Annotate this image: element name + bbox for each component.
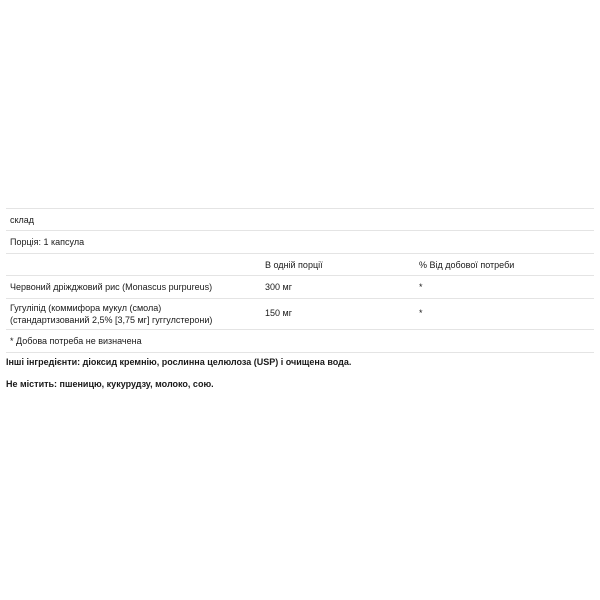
ingredient-name: Червоний дріжджовий рис (Monascus purpureus) (10, 282, 213, 292)
ingredient-name-line2: (стандартизований 2,5% [3,75 мг] гуггулстерони) (10, 315, 213, 325)
ingredient-name (10, 302, 212, 326)
serving-size-row (6, 230, 594, 253)
daily-value-footnote: * Добова потреба не визначена (10, 336, 142, 346)
ingredient-daily-value: * (419, 282, 423, 292)
supplement-facts-table (6, 208, 594, 353)
ingredient-daily-value: * (419, 308, 423, 318)
does-not-contain-text: Не містить: пшеницю, кукурудзу, молоко, сою. (6, 379, 214, 389)
header-per-serving: В одній порції (265, 260, 323, 270)
table-row (6, 298, 594, 329)
table-title-row (6, 208, 594, 230)
serving-size: Порція: 1 капсула (10, 237, 85, 247)
footnote-row (6, 329, 594, 353)
ingredient-name-line1: Гугуліпід (коммифора мукул (смола) (10, 303, 162, 313)
ingredient-amount: 300 мг (265, 282, 292, 292)
table-header-row (6, 253, 594, 275)
other-ingredients-text: Інші інгредієнти: діоксид кремнію, рослинна целюлоза (USP) і очищена вода. (6, 357, 352, 367)
header-daily-value: % Від добової потреби (419, 260, 515, 270)
table-row (6, 275, 594, 298)
ingredient-amount: 150 мг (265, 308, 292, 318)
table-title: склад (10, 215, 35, 225)
